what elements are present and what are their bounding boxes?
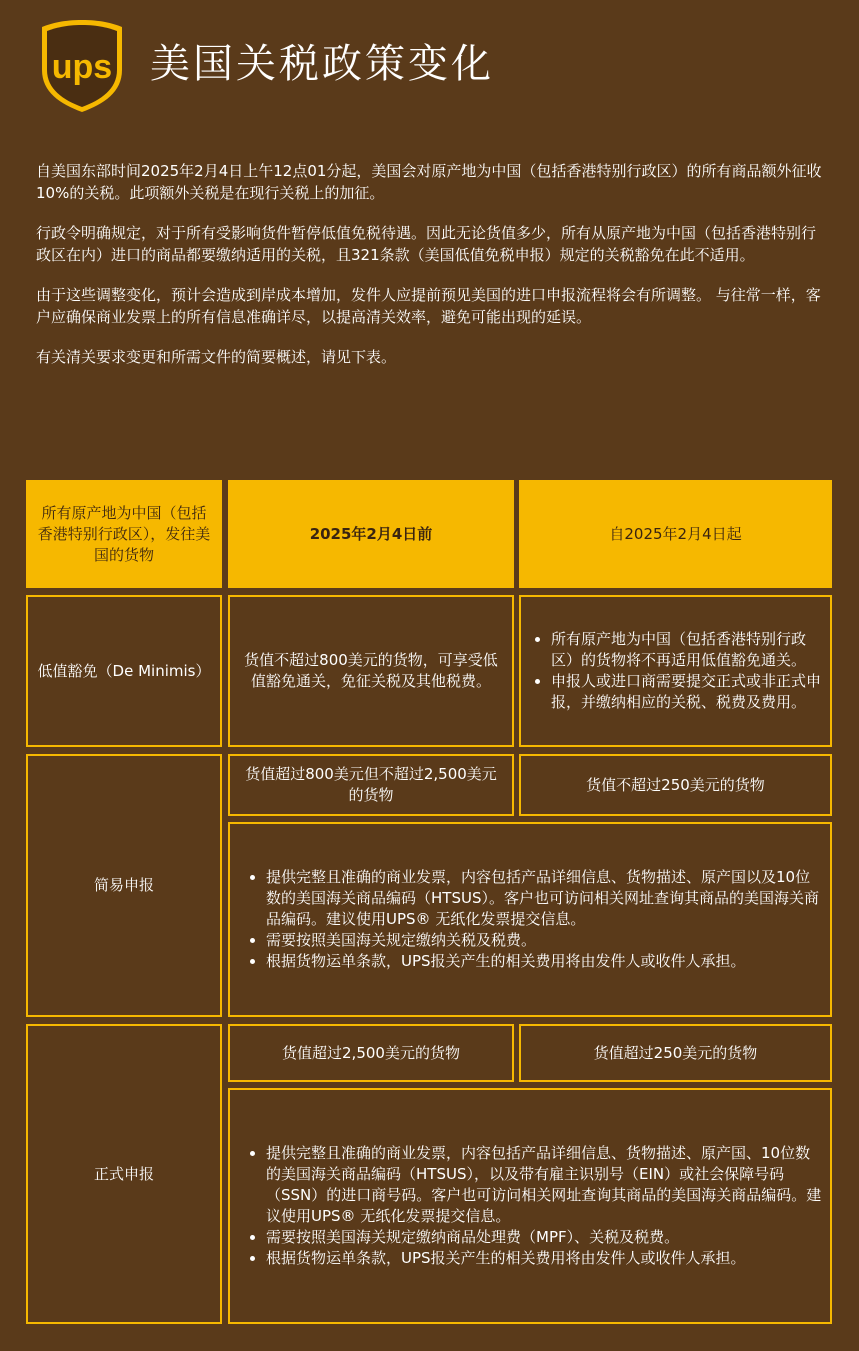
- informal-label: 简易申报: [93, 876, 154, 894]
- de-minimis-after-list: [529, 629, 822, 713]
- list-item: • 提供完整且准确的商业发票，内容包括产品详细信息、货物描述、原产国以及10位数的美国海关商品编码（HTSUS）。客户也可访问相关网址查询其商品的美国海关商品编码。建议使用UPS® 无纸化发票提交信息。: [266, 867, 822, 930]
- page-header: [40, 18, 820, 118]
- list-item: • 根据货物运单条款，UPS报关产生的相关费用将由发件人或收件人承担。: [266, 951, 822, 972]
- row-label-informal: [26, 754, 222, 1017]
- formal-requirements-cell: [228, 1088, 832, 1324]
- intro-paragraph-3: 由于这些调整变化，预计会造成到岸成本增加，发件人应提前预见美国的进口申报流程将会有所调整。 与往常一样，客户应确保商业发票上的所有信息准确详尽，以提高清关效率，避免可能出现的延误。: [36, 286, 821, 326]
- formal-before-cell: [228, 1024, 514, 1082]
- formal-after-cell: [519, 1024, 832, 1082]
- formal-requirements-list: [244, 1143, 822, 1269]
- formal-label: 正式申报: [93, 1164, 154, 1183]
- intro-paragraph-1: 自美国东部时间2025年2月4日上午12点01分起，美国会对原产地为中国（包括香港特别行政区）的所有商品额外征收10%的关税。此项额外关税是在现行关税上的加征。: [36, 162, 822, 202]
- list-item: • 申报人或进口商需要提交正式或非正式申报，并缴纳相应的关税、税费及费用。: [551, 671, 822, 713]
- informal-requirements-list: [244, 867, 822, 972]
- row-label-de-minimis: [26, 595, 222, 747]
- informal-after-text: 货值不超过250美元的货物: [586, 775, 765, 794]
- table-header-before: [228, 480, 514, 588]
- informal-requirements-cell: [228, 822, 832, 1017]
- table-header-shipments: [26, 480, 222, 588]
- formal-after-text: 货值超过250美元的货物: [593, 1043, 758, 1062]
- informal-before-cell: [228, 754, 514, 816]
- header-shipments-label: 所有原产地为中国（包括香港特别行政区），发往美国的货物: [37, 503, 211, 564]
- intro-paragraph-2: 行政令明确规定，对于所有受影响货件暂停低值免税待遇。因此无论货值多少，所有从原产地为中国（包括香港特别行政区在内）进口的商品都要缴纳适用的关税，且321条款（美国低值免税申报）规定的关税豁免在此不适用。: [36, 224, 817, 264]
- ups-logo: [40, 18, 124, 114]
- de-minimis-after-cell: [519, 595, 832, 747]
- page-title: 美国关税政策变化: [150, 41, 494, 87]
- de-minimis-before-text: 货值不超过800美元的货物，可享受低值豁免通关，免征关税及其他税费。: [244, 651, 498, 690]
- table-header-after: [519, 480, 832, 588]
- de-minimis-before-cell: [228, 595, 514, 747]
- header-after-label: 自2025年2月4日起: [609, 524, 742, 543]
- intro-text: [36, 160, 826, 386]
- logo-text: ups: [51, 48, 113, 86]
- header-before-label: 2025年2月4日前: [309, 524, 433, 543]
- list-item: • 所有原产地为中国（包括香港特别行政区）的货物将不再适用低值豁免通关。: [551, 629, 822, 671]
- list-item: • 需要按照美国海关规定缴纳商品处理费（MPF）、关税及税费。: [266, 1227, 822, 1248]
- row-label-formal: [26, 1024, 222, 1324]
- informal-before-text: 货值超过800美元但不超过2,500美元的货物: [245, 765, 497, 804]
- list-item: • 提供完整且准确的商业发票，内容包括产品详细信息、货物描述、原产国、10位数的美国海关商品编码（HTSUS），以及带有雇主识别号（EIN）或社会保障号码（SSN）的进口商号码。客户也可访问相关网址查询其商品的美国海关商品编码。建议使用UPS® 无纸化发票提交信息。: [266, 1143, 822, 1227]
- de-minimis-label: 低值豁免（De Minimis）: [37, 661, 211, 680]
- informal-after-cell: [519, 754, 832, 816]
- list-item: • 根据货物运单条款，UPS报关产生的相关费用将由发件人或收件人承担。: [266, 1248, 822, 1269]
- formal-before-text: 货值超过2,500美元的货物: [282, 1043, 460, 1062]
- list-item: • 需要按照美国海关规定缴纳关税及税费。: [266, 930, 822, 951]
- intro-paragraph-4: 有关清关要求变更和所需文件的简要概述，请见下表。: [36, 348, 397, 366]
